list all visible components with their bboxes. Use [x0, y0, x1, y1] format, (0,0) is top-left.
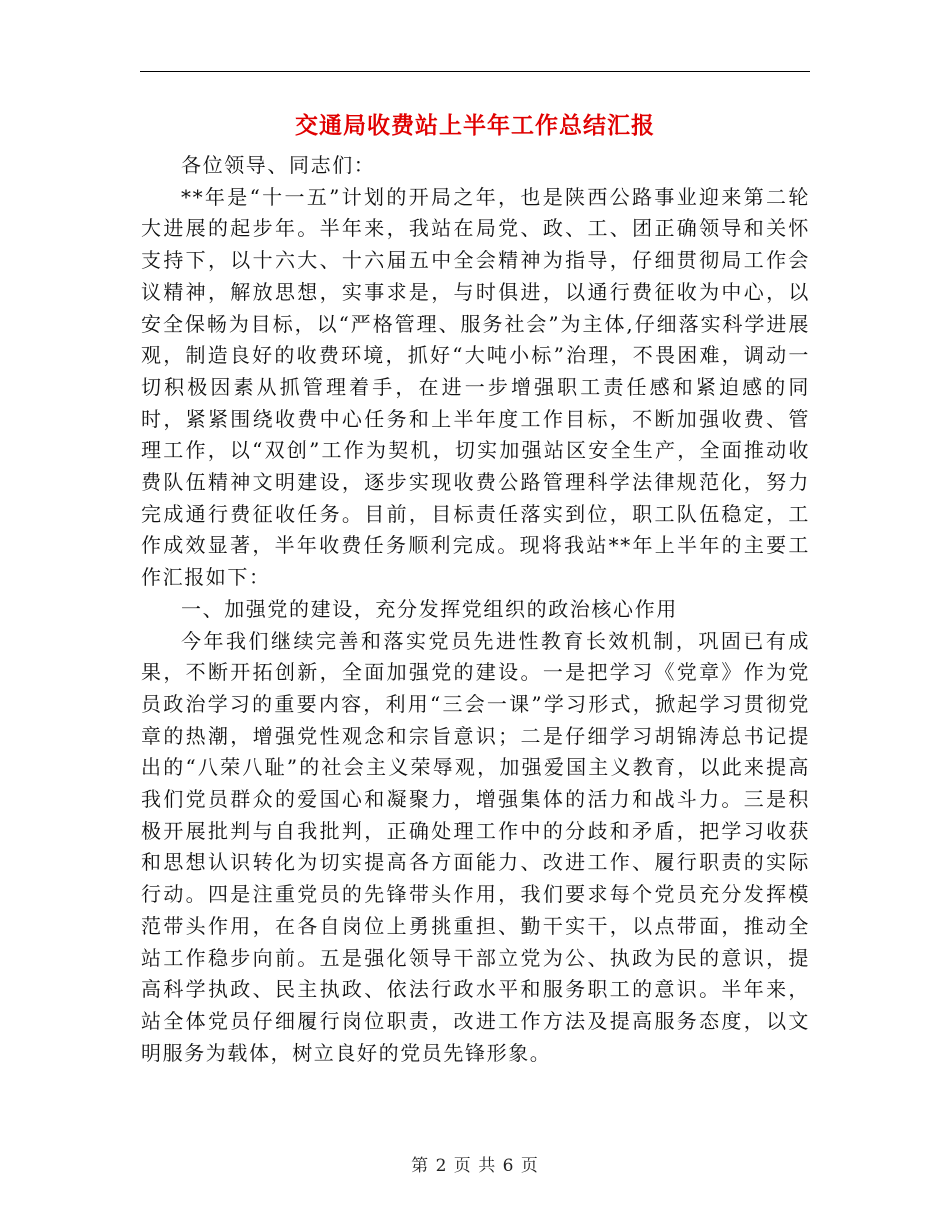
salutation-paragraph: 各位领导、同志们： [181, 153, 376, 177]
section-heading: 一、加强党的建设，充分发挥党组织的政治核心作用 [181, 596, 678, 621]
intro-paragraph: **年是“十一五”计划的开局之年，也是陕西公路事业迎来第二轮大进展的起步年。半年来，我站在局党、政、工、团正确领导和关怀支持下，以十六大、十六届五中全会精神为指导，仔细贯彻局工作会议精神，解放思想，实事求是，与时俱进，以通行费征收为中心，以安全保畅为目标，以“严格管理、服务社会”为主体,仔细落实科学进展观，制造良好的收费环境，抓好“大吨小标”治理，不畏困难，调动一切积极因素从抓管理着手，在进一步增强职工责任感和紧迫感的同时，紧紧围绕收费中心任务和上半年度工作目标，不断加强收费、管理工作，以“双创”工作为契机，切实加强站区安全生产，全面推动收费队伍精神文明建设，逐步实现收费公路管理科学法律规范化，努力完成通行费征收任务。目前，目标责任落实到位，职工队伍稳定，工作成效显著，半年收费任务顺利完成。现将我站**年上半年的主要工作汇报如下： [141, 184, 810, 590]
document-title: 交通局收费站上半年工作总结汇报 [295, 112, 655, 139]
page-footer [0, 1154, 950, 1178]
section-paragraph: 今年我们继续完善和落实党员先进性教育长效机制，巩固已有成果，不断开拓创新，全面加强党的建设。一是把学习《党章》作为党员政治学习的重要内容，利用“三会一课”学习形式，掀起学习贯彻党章的热潮，增强党性观念和宗旨意识；二是仔细学习胡锦涛总书记提出的“八荣八耻”的社会主义荣辱观，加强爱国主义教育，以此来提高我们党员群众的爱国心和凝聚力，增强集体的活力和战斗力。三是积极开展批判与自我批判，正确处理工作中的分歧和矛盾，把学习收获和思想认识转化为切实提高各方面能力、改进工作、履行职责的实际行动。四是注重党员的先锋带头作用，我们要求每个党员充分发挥模范带头作用，在各自岗位上勇挑重担、勤干实干，以点带面，推动全站工作稳步向前。五是强化领导干部立党为公、执政为民的意识，提高科学执政、民主执政、依法行政水平和服务职工的意识。半年来，站全体党员仔细履行岗位职责，改进工作方法及提高服务态度，以文明服务为载体，树立良好的党员先锋形象。 [141, 628, 810, 1065]
page-number: 第 2 页 共 6 页 [411, 1156, 539, 1176]
header-rule [140, 71, 810, 72]
document-body [141, 150, 810, 1069]
